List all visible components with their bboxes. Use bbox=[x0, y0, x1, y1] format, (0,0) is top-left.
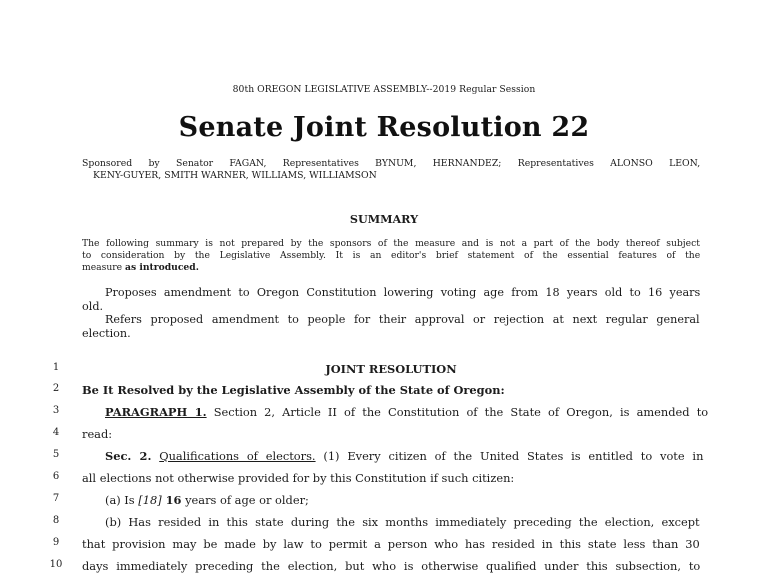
numbered-line bbox=[0, 405, 768, 427]
session-header: 80th OREGON LEGISLATIVE ASSEMBLY--2019 Regular Session bbox=[232, 84, 536, 95]
section-heading: JOINT RESOLUTION bbox=[325, 362, 457, 376]
summary-body bbox=[82, 286, 700, 340]
numbered-line bbox=[0, 471, 768, 493]
numbered-line bbox=[0, 362, 768, 384]
line-number: 1 bbox=[52, 362, 60, 373]
line-text: that provision may be made by law to permit a person who has resided in this state less than 30 bbox=[82, 537, 700, 551]
paragraph-label: PARAGRAPH 1. bbox=[105, 405, 207, 419]
line-number: 3 bbox=[52, 405, 60, 416]
resolving-clause: Be It Resolved by the Legislative Assembly of the State of Oregon: bbox=[82, 383, 505, 397]
line-prefix: (a) Is bbox=[105, 493, 139, 507]
document-title: Senate Joint Resolution 22 bbox=[178, 112, 590, 143]
sponsors-line-1: Sponsored by Senator FAGAN, Representatives BYNUM, HERNANDEZ; Representatives ALONSO LEON, bbox=[82, 158, 701, 169]
section-heading-text: Qualifications of electors. bbox=[159, 449, 316, 463]
numbered-line bbox=[0, 383, 768, 405]
inserted-text: 16 bbox=[161, 493, 182, 507]
sponsors-line-2: KENY-GUYER, SMITH WARNER, WILLIAMS, WILLIAMSON bbox=[93, 170, 377, 181]
section-label: Sec. 2. bbox=[105, 449, 152, 463]
summary-note-line: The following summary is not prepared by the sponsors of the measure and is not a part of the body thereof subject bbox=[82, 238, 700, 249]
deleted-text: [18] bbox=[138, 493, 162, 507]
numbered-line bbox=[0, 515, 768, 537]
line-text: (b) Has resided in this state during the six months immediately preceding the election, except bbox=[105, 515, 700, 529]
line-number: 6 bbox=[52, 471, 60, 482]
summary-note bbox=[82, 238, 700, 274]
summary-paragraph-line: Proposes amendment to Oregon Constitution lowering voting age from 18 years old to 16 years bbox=[105, 286, 701, 299]
line-content: years of age or older; bbox=[181, 493, 309, 507]
line-number: 5 bbox=[52, 449, 60, 460]
line-content: (1) Every citizen of the United States is entitled to vote in bbox=[315, 449, 704, 463]
as-introduced-label: as introduced. bbox=[125, 262, 199, 273]
line-number: 8 bbox=[52, 515, 60, 526]
line-content: Section 2, Article II of the Constitution of the State of Oregon, is amended to bbox=[206, 405, 709, 419]
summary-paragraph-line: old. bbox=[82, 299, 104, 313]
numbered-line bbox=[0, 449, 768, 471]
numbered-line bbox=[0, 493, 768, 515]
summary-note-line: to consideration by the Legislative Assembly. It is an editor's brief statement of the essential features of the bbox=[82, 250, 701, 261]
line-text: days immediately preceding the election, but who is otherwise qualified under this subsection, to bbox=[82, 559, 701, 573]
line-text bbox=[105, 493, 700, 507]
sponsors bbox=[82, 158, 700, 182]
line-number: 2 bbox=[52, 383, 60, 394]
line-text: read: bbox=[82, 427, 113, 441]
line-text bbox=[105, 449, 704, 463]
line-number: 7 bbox=[52, 493, 60, 504]
numbered-line bbox=[0, 427, 768, 449]
line-text: all elections not otherwise provided for by this Constitution if such citizen: bbox=[82, 471, 515, 485]
summary-note-prefix: measure bbox=[82, 262, 126, 273]
summary-paragraph-line: Refers proposed amendment to people for their approval or rejection at next regular general bbox=[105, 313, 700, 326]
summary-paragraph-line: election. bbox=[82, 326, 131, 340]
summary-heading: SUMMARY bbox=[349, 212, 419, 226]
line-number: 9 bbox=[52, 537, 60, 548]
line-text bbox=[105, 405, 709, 419]
line-number: 10 bbox=[49, 559, 63, 570]
numbered-line bbox=[0, 537, 768, 559]
line-number: 4 bbox=[52, 427, 60, 438]
numbered-line bbox=[0, 559, 768, 581]
summary-note-line bbox=[82, 262, 700, 274]
